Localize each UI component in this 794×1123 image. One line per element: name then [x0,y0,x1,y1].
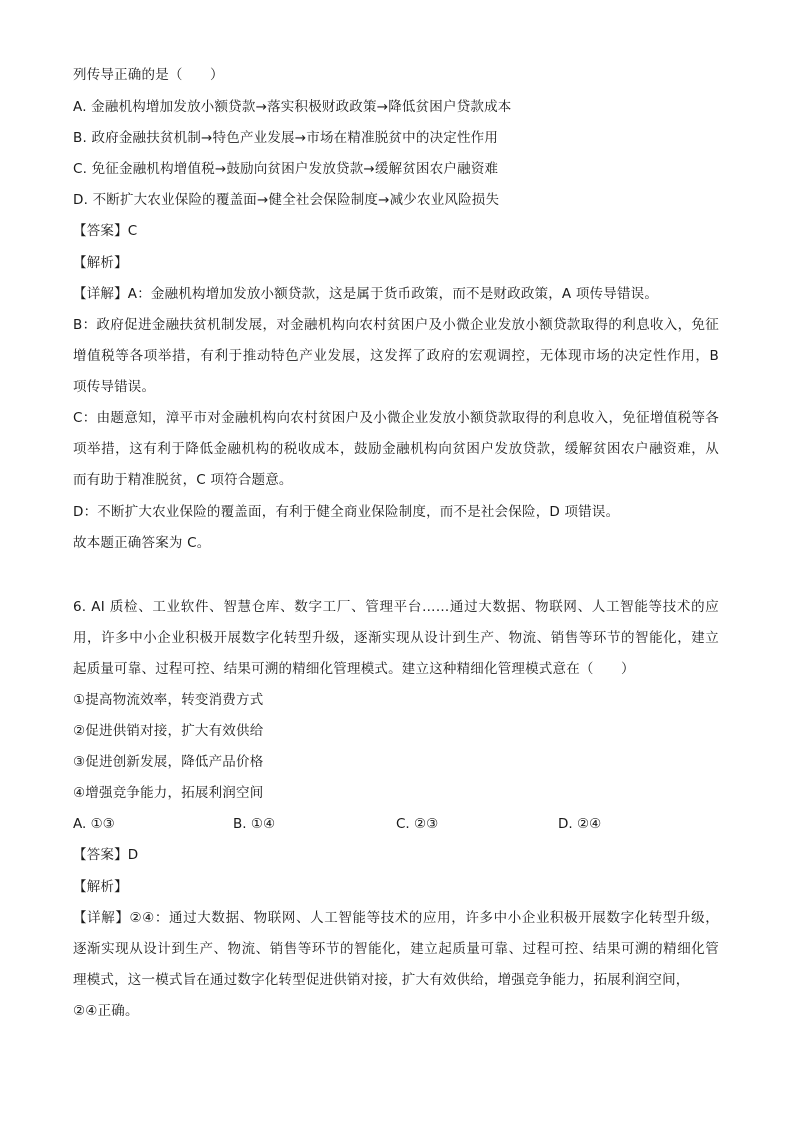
q6-analysis-label: 【解析】 [73,879,128,895]
q6-stem-line: 6. AI 质检、工业软件、智慧仓库、数字工厂、管理平台……通过大数据、物联网、人工智能等技术的应 [73,599,719,615]
q5-option-d: D. 不断扩大农业保险的覆盖面→健全社会保险制度→减少农业风险损失 [73,192,500,208]
q5-detail-line: B：政府促进金融扶贫机制发展，对金融机构向农村贫困户及小微企业发放小额贷款取得的利息收入，免征 [73,317,719,333]
q5-detail-line: 【详解】A：金融机构增加发放小额贷款，这是属于货币政策，而不是财政政策，A 项传导错误。 [73,286,659,302]
q5-detail-line: 增值税等各项举措，有利于推动特色产业发展，这发挥了政府的宏观调控，无体现市场的决定性作用，B [73,348,719,364]
q5-analysis-label: 【解析】 [73,255,128,271]
q6-detail-line: 逐渐实现从设计到生产、物流、销售等环节的智能化，建立起质量可靠、过程可控、结果可溯的精细化管 [73,941,719,957]
q6-choices-row [73,815,723,833]
q5-option-a: A. 金融机构增加发放小额贷款→落实积极财政政策→降低贫困户贷款成本 [73,99,512,115]
q5-detail-line: 项传导错误。 [73,379,156,395]
q5-option-b: B. 政府金融扶贫机制→特色产业发展→市场在精准脱贫中的决定性作用 [73,130,499,146]
q5-detail-line: D：不断扩大农业保险的覆盖面，有利于健全商业保险制度，而不是社会保险，D 项错误。 [73,504,620,520]
q6-item-3: ③促进创新发展，降低产品价格 [73,754,264,770]
q6-choice-d: D. ②④ [558,816,602,832]
q5-option-c: C. 免征金融机构增值税→鼓励向贫困户发放贷款→缓解贫困农户融资难 [73,161,499,177]
q5-detail-line: 而有助于精准脱贫，C 项符合题意。 [73,472,293,488]
q5-conclusion: 故本题正确答案为 C。 [73,535,211,551]
q5-answer: 【答案】C [73,223,138,239]
q5-detail-line: 项举措，这有利于降低金融机构的税收成本，鼓励金融机构向贫困户发放贷款，缓解贫困农户融资难，从 [73,441,719,457]
q5-stem-tail: 列传导正确的是（ ） [73,67,224,83]
q6-detail-line: 理模式，这一模式旨在通过数字化转型促进供销对接，扩大有效供给，增强竞争能力，拓展利润空间， [73,972,690,988]
q6-answer: 【答案】D [73,847,139,863]
q6-item-1: ①提高物流效率，转变消费方式 [73,692,264,708]
q6-stem-line: 用，许多中小企业积极开展数字化转型升级，逐渐实现从设计到生产、物流、销售等环节的智能化，建立 [73,630,719,646]
q6-detail-line: 【详解】②④：通过大数据、物联网、人工智能等技术的应用，许多中小企业积极开展数字化转型升级， [73,910,719,926]
q6-choice-c: C. ②③ [396,816,439,832]
q6-choice-b: B. ①④ [233,816,276,832]
q6-stem-line: 起质量可靠、过程可控、结果可溯的精细化管理模式。建立这种精细化管理模式意在（ ） [73,661,635,677]
q6-choice-a: A. ①③ [73,816,115,832]
q5-detail-line: C：由题意知，漳平市对金融机构向农村贫困户及小微企业发放小额贷款取得的利息收入，免征增值税等各 [73,410,719,426]
q6-item-4: ④增强竞争能力，拓展利润空间 [73,785,264,801]
q6-detail-line: ②④正确。 [73,1003,139,1019]
q6-item-2: ②促进供销对接，扩大有效供给 [73,723,264,739]
